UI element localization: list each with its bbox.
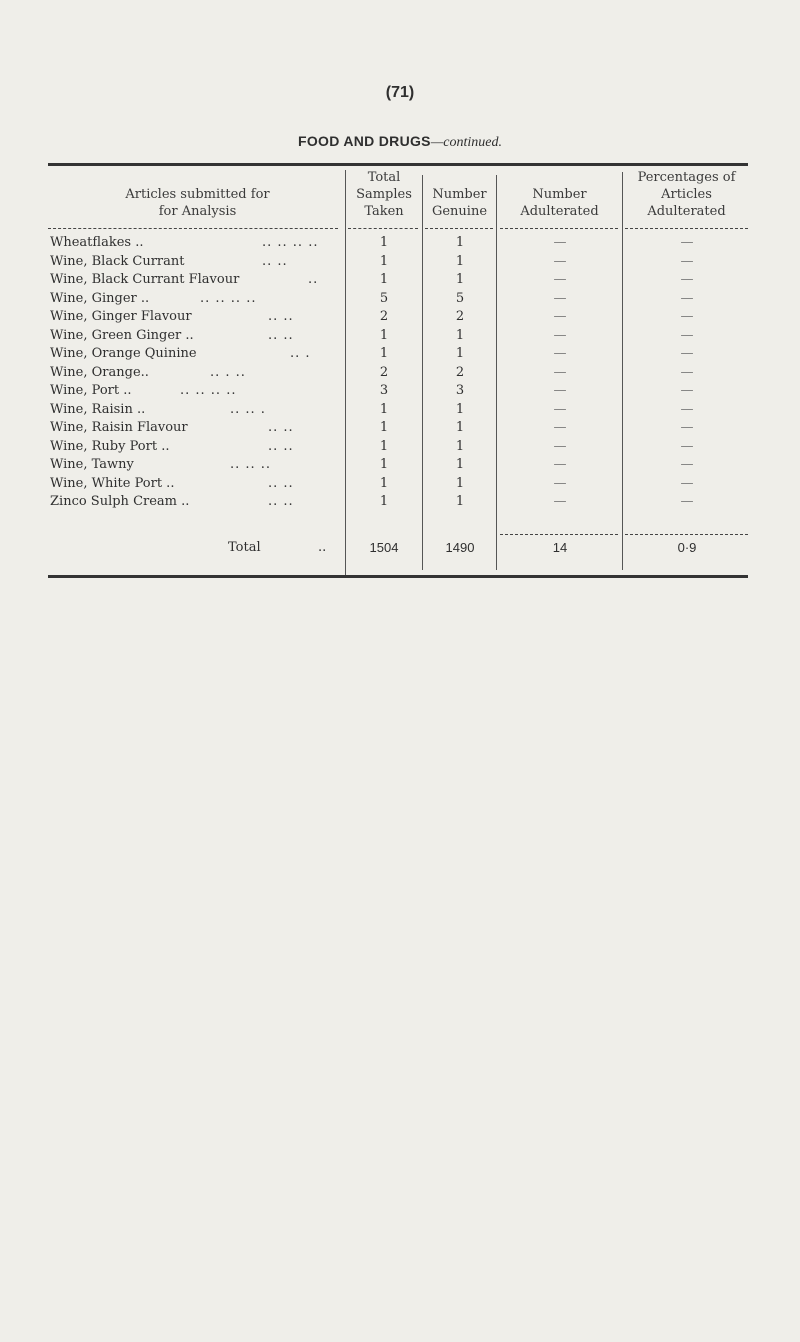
number-adulterated: —: [553, 364, 567, 380]
total-samples: 1: [379, 272, 389, 287]
total-rule: [500, 534, 618, 536]
article-name: Wine, Ginger Flavour: [50, 309, 192, 324]
number-genuine: 3: [455, 383, 465, 398]
total-samples: 1: [379, 346, 389, 361]
header-articles: [50, 186, 345, 220]
percentage-adulterated: —: [680, 253, 694, 269]
number-genuine: 1: [455, 401, 465, 417]
header-articles-line2: for Analysis: [158, 204, 237, 219]
percentage-adulterated: —: [680, 364, 694, 380]
table-row: [0, 234, 800, 253]
leader-dots: .. ..: [268, 475, 294, 491]
total-samples: 1: [379, 494, 389, 509]
article-name: Wine, Black Currant: [50, 253, 185, 269]
page-title: [0, 133, 800, 151]
table-row: [0, 253, 800, 272]
total-leader-dots: ..: [318, 540, 327, 555]
percentage-adulterated: —: [680, 309, 694, 324]
total-adulterated-sum: 14: [552, 540, 568, 555]
percentage-adulterated: —: [680, 438, 694, 454]
leader-dots: .. .. .. ..: [180, 383, 237, 398]
percentage-adulterated: —: [680, 383, 694, 398]
header-total-line3: Taken: [364, 204, 404, 219]
article-name: Wine, Orange..: [50, 364, 149, 380]
percentage-adulterated: —: [680, 272, 694, 287]
table-row: [0, 327, 800, 346]
title-continued: —continued.: [430, 135, 502, 150]
percentage-adulterated: —: [680, 235, 694, 250]
number-adulterated: —: [553, 253, 567, 269]
article-name: Wine, Ruby Port ..: [50, 438, 170, 454]
number-genuine: 1: [455, 327, 465, 343]
table-row: [0, 419, 800, 438]
table-row: [0, 308, 800, 327]
total-samples: 1: [379, 420, 389, 435]
number-adulterated: —: [553, 401, 567, 417]
number-genuine: 2: [455, 364, 465, 380]
number-adulterated: —: [553, 383, 567, 398]
header-percentages-line2: Articles: [661, 187, 712, 202]
table-row: [0, 382, 800, 401]
header-articles-line1: Articles submitted for: [125, 187, 270, 202]
table-row: [0, 493, 800, 512]
table-row: [0, 345, 800, 364]
article-name: Wine, White Port ..: [50, 475, 175, 491]
number-adulterated: —: [553, 457, 567, 472]
article-name: Wine, Raisin ..: [50, 401, 146, 417]
total-label: Total: [228, 540, 261, 555]
number-genuine: 1: [455, 346, 465, 361]
table-row: [0, 438, 800, 457]
article-name: Wine, Black Currant Flavour: [50, 272, 240, 287]
total-genuine-sum: 1490: [445, 540, 475, 555]
total-samples-sum: 1504: [369, 540, 399, 555]
total-samples: 3: [379, 383, 389, 398]
page-number: (71): [385, 84, 415, 101]
leader-dots: .. .. ..: [230, 457, 272, 472]
number-adulterated: —: [553, 494, 567, 509]
leader-dots: .. ..: [262, 253, 288, 269]
total-samples: 1: [379, 401, 389, 417]
number-adulterated: —: [553, 290, 567, 306]
total-samples: 1: [379, 475, 389, 491]
leader-dots: .. .: [290, 346, 311, 361]
header-total: [346, 169, 422, 220]
number-adulterated: —: [553, 420, 567, 435]
total-samples: 1: [379, 253, 389, 269]
leader-dots: .. ..: [268, 438, 294, 454]
leader-dots: .. .. .. ..: [200, 290, 257, 306]
total-samples: 1: [379, 235, 389, 250]
number-genuine: 1: [455, 475, 465, 491]
table-row: [0, 290, 800, 309]
total-row: [0, 540, 800, 560]
article-name: Wine, Port ..: [50, 383, 132, 398]
leader-dots: .. ..: [268, 494, 294, 509]
number-genuine: 5: [455, 290, 465, 306]
total-samples: 5: [379, 290, 389, 306]
number-adulterated: —: [553, 346, 567, 361]
total-samples: 1: [379, 457, 389, 472]
percentage-adulterated: —: [680, 457, 694, 472]
total-samples: 2: [379, 364, 389, 380]
percentage-adulterated: —: [680, 475, 694, 491]
number-adulterated: —: [553, 235, 567, 250]
number-genuine: 1: [455, 457, 465, 472]
number-genuine: 1: [455, 253, 465, 269]
header-rule: [348, 228, 418, 230]
header-genuine: [423, 186, 496, 220]
number-adulterated: —: [553, 327, 567, 343]
header-adulterated-line1: Number: [532, 187, 587, 202]
header-percentages-line1: Percentages of: [637, 170, 736, 185]
table-row: [0, 475, 800, 494]
leader-dots: .. ..: [268, 327, 294, 343]
total-samples: 1: [379, 327, 389, 343]
percentage-adulterated: —: [680, 290, 694, 306]
table-row: [0, 364, 800, 383]
header-genuine-line2: Genuine: [431, 204, 488, 219]
table-row: [0, 271, 800, 290]
number-genuine: 1: [455, 438, 465, 454]
leader-dots: .. .. .: [230, 401, 266, 417]
article-name: Wine, Ginger ..: [50, 290, 150, 306]
article-name: Zinco Sulph Cream ..: [50, 494, 190, 509]
leader-dots: ..: [308, 272, 319, 287]
total-rule: [625, 534, 748, 536]
header-rule: [625, 228, 748, 230]
header-rule: [500, 228, 618, 230]
number-genuine: 1: [455, 235, 465, 250]
article-name: Wine, Tawny: [50, 457, 134, 472]
leader-dots: .. ..: [268, 420, 294, 435]
total-samples: 1: [379, 438, 389, 454]
header-total-line1: Total: [367, 170, 401, 185]
percentage-adulterated: —: [680, 420, 694, 435]
percentage-adulterated: —: [680, 346, 694, 361]
table-row: [0, 401, 800, 420]
header-rule: [425, 228, 493, 230]
table-row: [0, 456, 800, 475]
header-genuine-line1: Number: [432, 187, 487, 202]
header-adulterated-line2: Adulterated: [520, 204, 599, 219]
top-rule: [48, 163, 748, 166]
article-name: Wine, Green Ginger ..: [50, 327, 194, 343]
number-adulterated: —: [553, 272, 567, 287]
header-adulterated: [497, 186, 622, 220]
leader-dots: .. . ..: [210, 364, 246, 380]
number-genuine: 1: [455, 494, 465, 509]
number-genuine: 2: [455, 309, 465, 324]
number-genuine: 1: [455, 272, 465, 287]
leader-dots: .. ..: [268, 309, 294, 324]
number-genuine: 1: [455, 420, 465, 435]
header-percentages: [623, 169, 750, 220]
article-name: Wine, Raisin Flavour: [50, 420, 188, 435]
number-adulterated: —: [553, 438, 567, 454]
table-body: [0, 234, 800, 512]
total-percentage: 0·9: [677, 540, 697, 555]
percentage-adulterated: —: [680, 494, 694, 509]
title-main: FOOD AND DRUGS: [298, 133, 431, 149]
percentage-adulterated: —: [680, 401, 694, 417]
article-name: Wheatflakes ..: [50, 235, 144, 250]
bottom-rule: [48, 575, 748, 578]
total-samples: 2: [379, 309, 389, 324]
article-name: Wine, Orange Quinine: [50, 346, 197, 361]
header-percentages-line3: Adulterated: [647, 204, 726, 219]
percentage-adulterated: —: [680, 327, 694, 343]
header-rule: [48, 228, 338, 230]
number-adulterated: —: [553, 309, 567, 324]
header-total-line2: Samples: [356, 187, 412, 202]
number-adulterated: —: [553, 475, 567, 491]
leader-dots: .. .. .. ..: [262, 235, 319, 250]
